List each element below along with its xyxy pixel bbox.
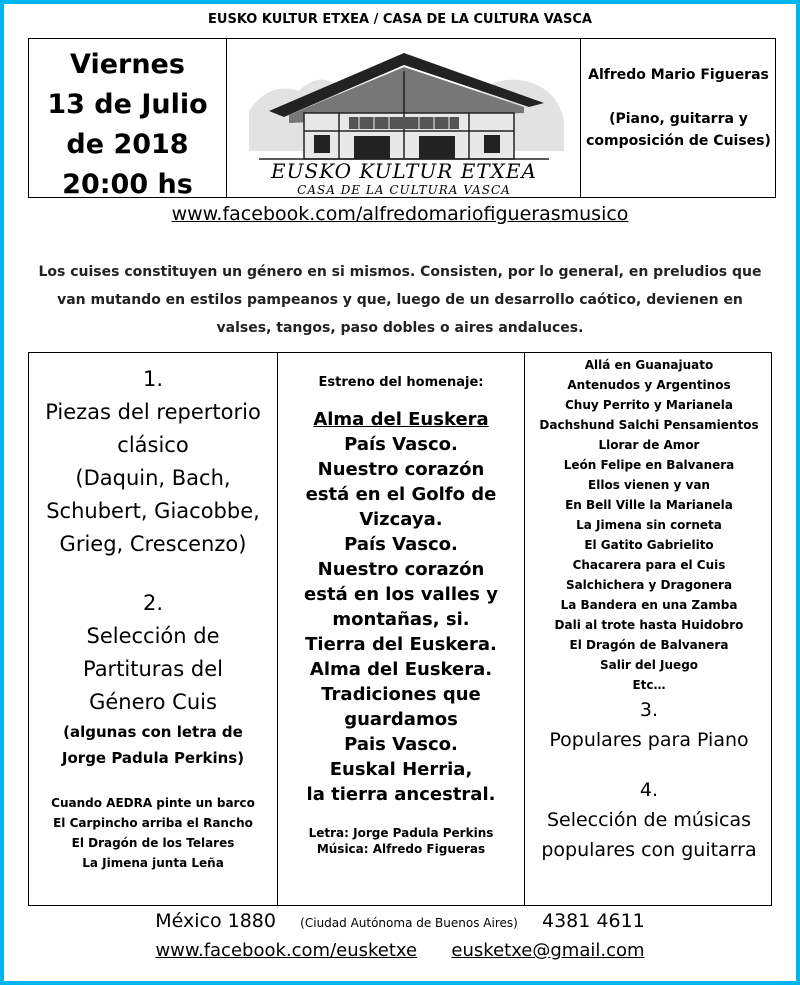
list-item: Salchichera y Dragonera bbox=[565, 578, 733, 592]
list-item: Llorar de Amor bbox=[598, 438, 700, 452]
list-item: Salir del Juego bbox=[599, 658, 699, 672]
list-item: Allá en Guanajuato bbox=[584, 358, 714, 372]
section-title-line: Selección de músicas bbox=[546, 809, 752, 831]
list-item: Chacarera para el Cuis bbox=[572, 558, 726, 572]
artist-role-line1: (Piano, guitarra y bbox=[609, 111, 748, 127]
section-number-3: 3. bbox=[639, 699, 659, 721]
piece-list bbox=[525, 355, 773, 695]
section-title-line: (Daquin, Bach, bbox=[75, 466, 231, 490]
note-line: Jorge Padula Perkins) bbox=[61, 749, 245, 767]
poem-line: está en los valles y bbox=[304, 584, 498, 605]
premiere-intro: Estreno del homenaje: bbox=[318, 375, 484, 390]
section-number-4: 4. bbox=[639, 779, 659, 801]
list-item: León Felipe en Balvanera bbox=[563, 458, 735, 472]
list-item: En Bell Ville la Marianela bbox=[565, 498, 733, 512]
city: (Ciudad Autónoma de Buenos Aires) bbox=[300, 916, 518, 930]
artist-facebook-link[interactable]: www.facebook.com/alfredomariofiguerasmusico bbox=[171, 203, 629, 225]
section-title-3: Populares para Piano bbox=[549, 729, 749, 751]
artist-cell bbox=[580, 64, 777, 152]
poem-line: Euskal Herria, bbox=[329, 759, 473, 780]
list-item: Dachshund Salchi Pensamientos bbox=[539, 418, 759, 432]
venue-header: EUSKO KULTUR ETXEA / CASA DE LA CULTURA VASCA bbox=[208, 12, 592, 27]
poem-line: la tierra ancestral. bbox=[306, 784, 496, 805]
event-date: 13 de Julio bbox=[47, 89, 208, 120]
poem-line: Pais Vasco. bbox=[344, 734, 458, 755]
poem-line: montañas, si. bbox=[332, 609, 470, 630]
poem-line: Alma del Euskera. bbox=[309, 659, 493, 680]
program-grid bbox=[28, 352, 772, 906]
poem-title: Alma del Euskera bbox=[313, 409, 489, 430]
description: Los cuises constituyen un género en si mismos. Consisten, por lo general, en preludios que van mutando en estilos pampeanos y que, luego de un desarrollo caótico, devienen en valses, tangos, paso dobles o aires andaluces. bbox=[38, 264, 762, 336]
list-item: La Jimena junta Leña bbox=[82, 856, 224, 870]
program-column-1 bbox=[29, 363, 277, 873]
poem-line: País Vasco. bbox=[344, 434, 458, 455]
list-item: Ellos vienen y van bbox=[588, 478, 710, 492]
poem-line: guardamos bbox=[344, 709, 458, 730]
phone: 4381 4611 bbox=[542, 910, 645, 932]
section-title-line: Género Cuis bbox=[89, 690, 217, 714]
section-title-line: Partituras del bbox=[82, 657, 224, 681]
section-title-line: Grieg, Crescenzo) bbox=[59, 532, 247, 556]
section-title-line: Piezas del repertorio bbox=[45, 400, 261, 424]
poem-text bbox=[278, 432, 524, 807]
credit-music: Música: Alfredo Figueras bbox=[316, 842, 486, 856]
list-item: Cuando AEDRA pinte un barco bbox=[51, 796, 255, 810]
poem-line: País Vasco. bbox=[344, 534, 458, 555]
program-column-3 bbox=[525, 355, 773, 865]
section-title-1 bbox=[29, 396, 277, 561]
table-divider bbox=[226, 39, 227, 197]
section-number-1: 1. bbox=[142, 367, 164, 391]
basque-house-icon bbox=[229, 41, 579, 197]
list-item: El Dragón de Balvanera bbox=[569, 638, 729, 652]
address: México 1880 bbox=[155, 910, 276, 932]
list-item: El Dragón de los Telares bbox=[71, 836, 235, 850]
list-item: El Gatito Gabrielito bbox=[584, 538, 714, 552]
venue-facebook-link[interactable]: www.facebook.com/eusketxe bbox=[155, 940, 418, 961]
artist-name: Alfredo Mario Figueras bbox=[588, 67, 769, 83]
section-title-line: Selección de bbox=[86, 624, 220, 648]
event-info-table bbox=[28, 38, 776, 198]
poem-line: Vizcaya. bbox=[359, 509, 443, 530]
footer-links-line bbox=[0, 940, 800, 961]
note-line: (algunas con letra de bbox=[63, 723, 243, 741]
footer-address-line bbox=[0, 910, 800, 932]
list-item: La Jimena sin corneta bbox=[576, 518, 722, 532]
section-title-4 bbox=[525, 805, 773, 865]
list-item: Etc… bbox=[632, 678, 666, 692]
list-item: El Carpincho arriba el Rancho bbox=[53, 816, 253, 830]
program-column-2 bbox=[278, 373, 524, 857]
event-time: 20:00 hs bbox=[62, 169, 193, 200]
list-item: Antenudos y Argentinos bbox=[567, 378, 731, 392]
credit-lyrics: Letra: Jorge Padula Perkins bbox=[308, 826, 494, 840]
logo-text-line2: CASA DE LA CULTURA VASCA bbox=[297, 183, 511, 197]
piece-list bbox=[29, 793, 277, 873]
poem-line: Nuestro corazón bbox=[317, 559, 485, 580]
logo-text-line1: EUSKO KULTUR ETXEA bbox=[271, 159, 537, 183]
poem-line: Tradiciones que bbox=[321, 684, 481, 705]
list-item: La Bandera en una Zamba bbox=[560, 598, 738, 612]
section-title-line: populares con guitarra bbox=[541, 839, 757, 861]
section-title-line: clásico bbox=[117, 433, 189, 457]
section-note bbox=[29, 719, 277, 771]
list-item: Chuy Perrito y Marianela bbox=[565, 398, 733, 412]
email-link[interactable]: eusketxe@gmail.com bbox=[451, 940, 645, 961]
poem-line: Nuestro corazón bbox=[317, 459, 485, 480]
event-year: de 2018 bbox=[66, 129, 189, 160]
section-number-2: 2. bbox=[142, 591, 164, 615]
event-date-cell bbox=[29, 45, 226, 205]
artist-role-line2: composición de Cuises) bbox=[586, 133, 771, 149]
section-title-2 bbox=[29, 620, 277, 719]
list-item: Dali al trote hasta Huidobro bbox=[554, 618, 744, 632]
poem-line: está en el Golfo de bbox=[305, 484, 497, 505]
section-title-line: Schubert, Giacobbe, bbox=[46, 499, 260, 523]
event-day: Viernes bbox=[70, 49, 185, 80]
poem-line: Tierra del Euskera. bbox=[305, 634, 497, 655]
